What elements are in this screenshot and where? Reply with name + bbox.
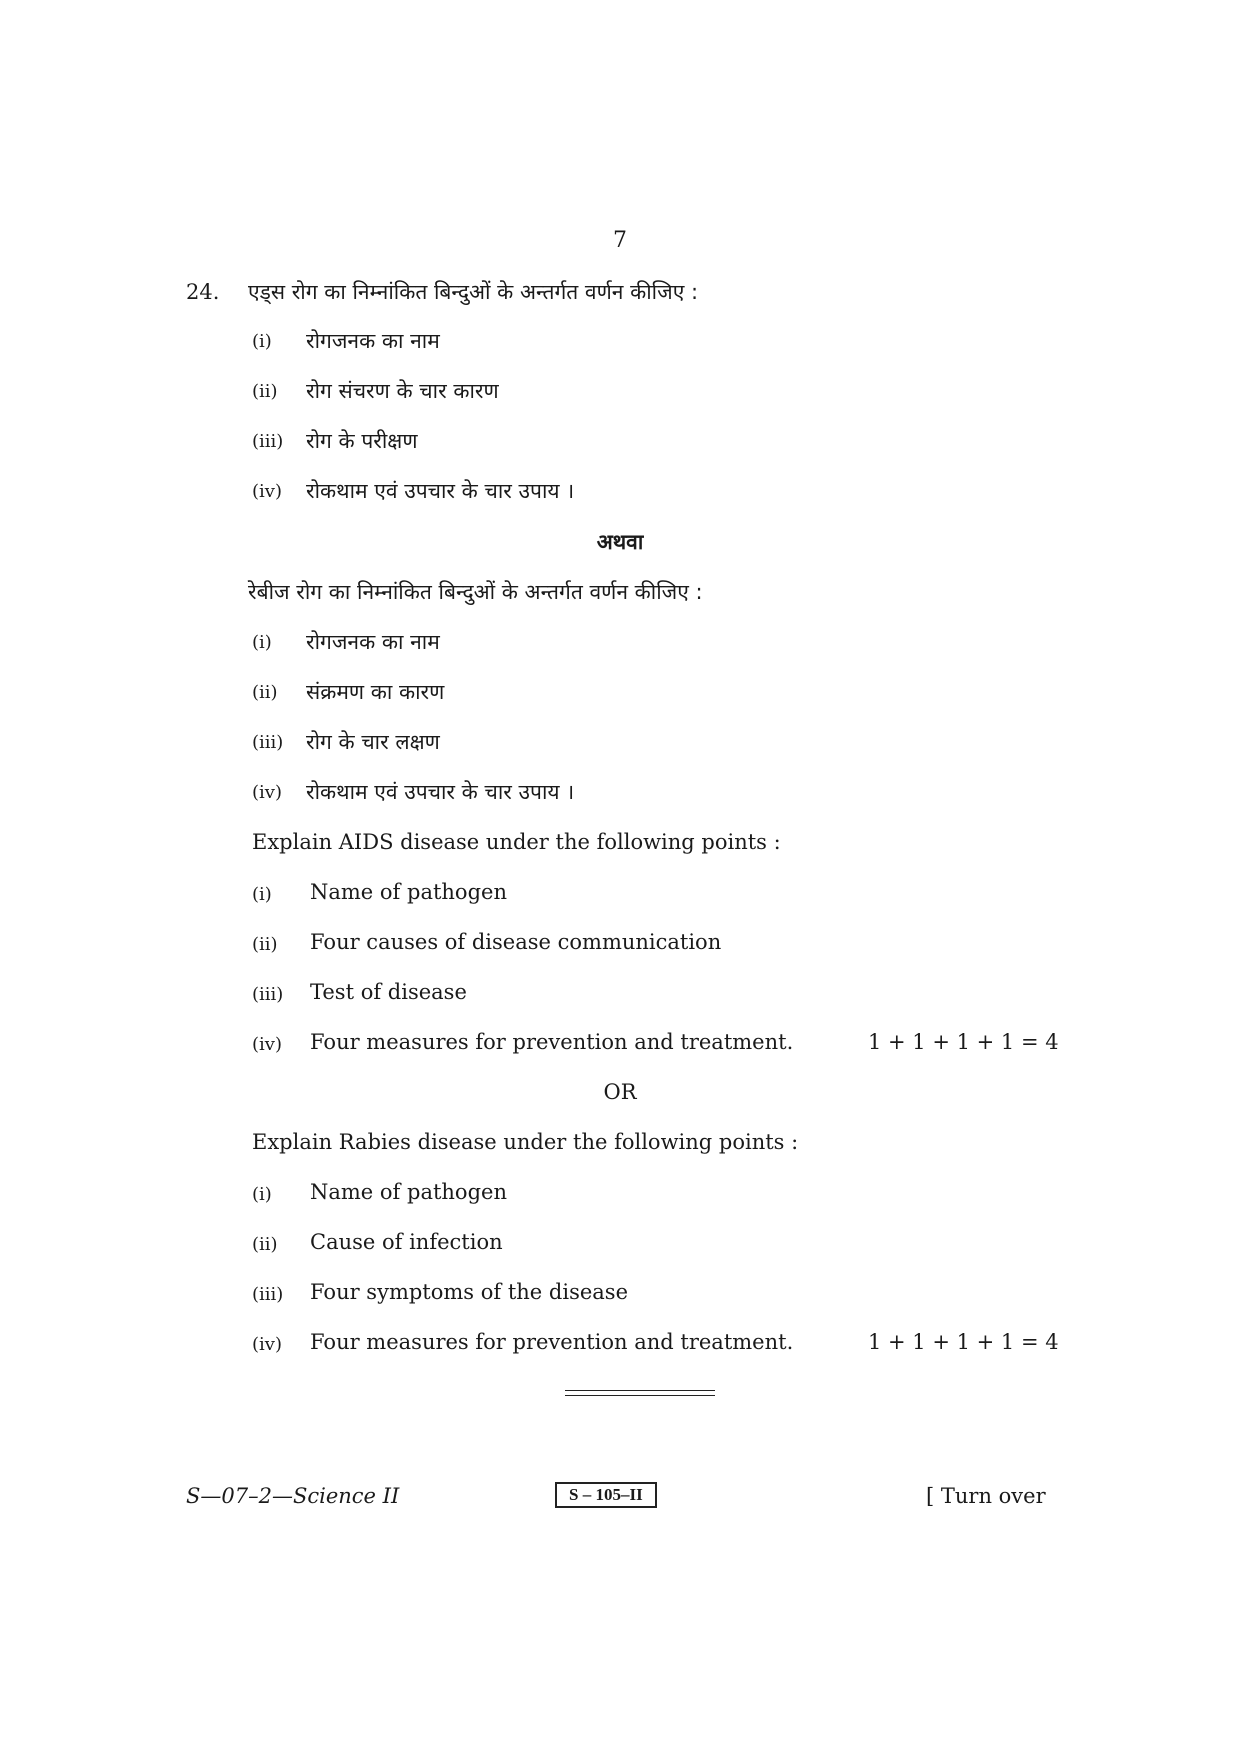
item-number: (i) <box>252 884 272 905</box>
item-number: (ii) <box>252 934 278 955</box>
hindi-or-label: अथवा <box>596 530 644 554</box>
item-text: Four causes of disease communication <box>310 930 722 954</box>
footer-turn-over: [ Turn over <box>926 1484 1046 1508</box>
item-number: (iv) <box>252 782 282 803</box>
english-rabies-intro: Explain Rabies disease under the following points : <box>252 1130 799 1154</box>
item-text: रोग संचरण के चार कारण <box>306 379 499 403</box>
item-number: (i) <box>252 331 272 352</box>
item-text: Name of pathogen <box>310 880 507 904</box>
item-text: रोग के चार लक्षण <box>306 730 440 754</box>
item-text: Four measures for prevention and treatment. <box>310 1030 794 1054</box>
item-text: रोकथाम एवं उपचार के चार उपाय । <box>306 479 575 503</box>
english-or-label: OR <box>603 1080 637 1104</box>
end-rule-bottom <box>565 1395 715 1396</box>
item-number: (i) <box>252 1184 272 1205</box>
item-number: (iv) <box>252 1334 282 1355</box>
item-number: (iii) <box>252 1284 284 1305</box>
item-text: Four measures for prevention and treatment. <box>310 1330 794 1354</box>
item-text: रोगजनक का नाम <box>306 329 440 353</box>
item-number: (iv) <box>252 1034 282 1055</box>
item-text: रोकथाम एवं उपचार के चार उपाय । <box>306 780 575 804</box>
item-number: (ii) <box>252 1234 278 1255</box>
item-number: (iii) <box>252 984 284 1005</box>
end-rule-top <box>565 1390 715 1391</box>
footer-series-code: S – 105–II <box>555 1482 657 1508</box>
item-text: संक्रमण का कारण <box>306 680 445 704</box>
item-text: रोगजनक का नाम <box>306 630 440 654</box>
item-number: (ii) <box>252 381 278 402</box>
item-number: (iii) <box>252 732 284 753</box>
item-text: Cause of infection <box>310 1230 503 1254</box>
page-number: 7 <box>613 228 627 253</box>
item-text: रोग के परीक्षण <box>306 429 418 453</box>
aids-marks: 1 + 1 + 1 + 1 = 4 <box>868 1030 1059 1054</box>
item-number: (ii) <box>252 682 278 703</box>
item-number: (iii) <box>252 431 284 452</box>
footer-paper-code: S—07–2—Science II <box>186 1484 400 1508</box>
item-number: (iv) <box>252 481 282 502</box>
hindi-aids-intro: एड्स रोग का निम्नांकित बिन्दुओं के अन्तर्गत वर्णन कीजिए : <box>248 280 699 304</box>
item-text: Test of disease <box>310 980 467 1004</box>
hindi-rabies-intro: रेबीज रोग का निम्नांकित बिन्दुओं के अन्तर्गत वर्णन कीजिए : <box>248 580 703 604</box>
item-number: (i) <box>252 632 272 653</box>
english-aids-intro: Explain AIDS disease under the following points : <box>252 830 781 854</box>
rabies-marks: 1 + 1 + 1 + 1 = 4 <box>868 1330 1059 1354</box>
question-number: 24. <box>186 280 220 304</box>
item-text: Name of pathogen <box>310 1180 507 1204</box>
item-text: Four symptoms of the disease <box>310 1280 628 1304</box>
